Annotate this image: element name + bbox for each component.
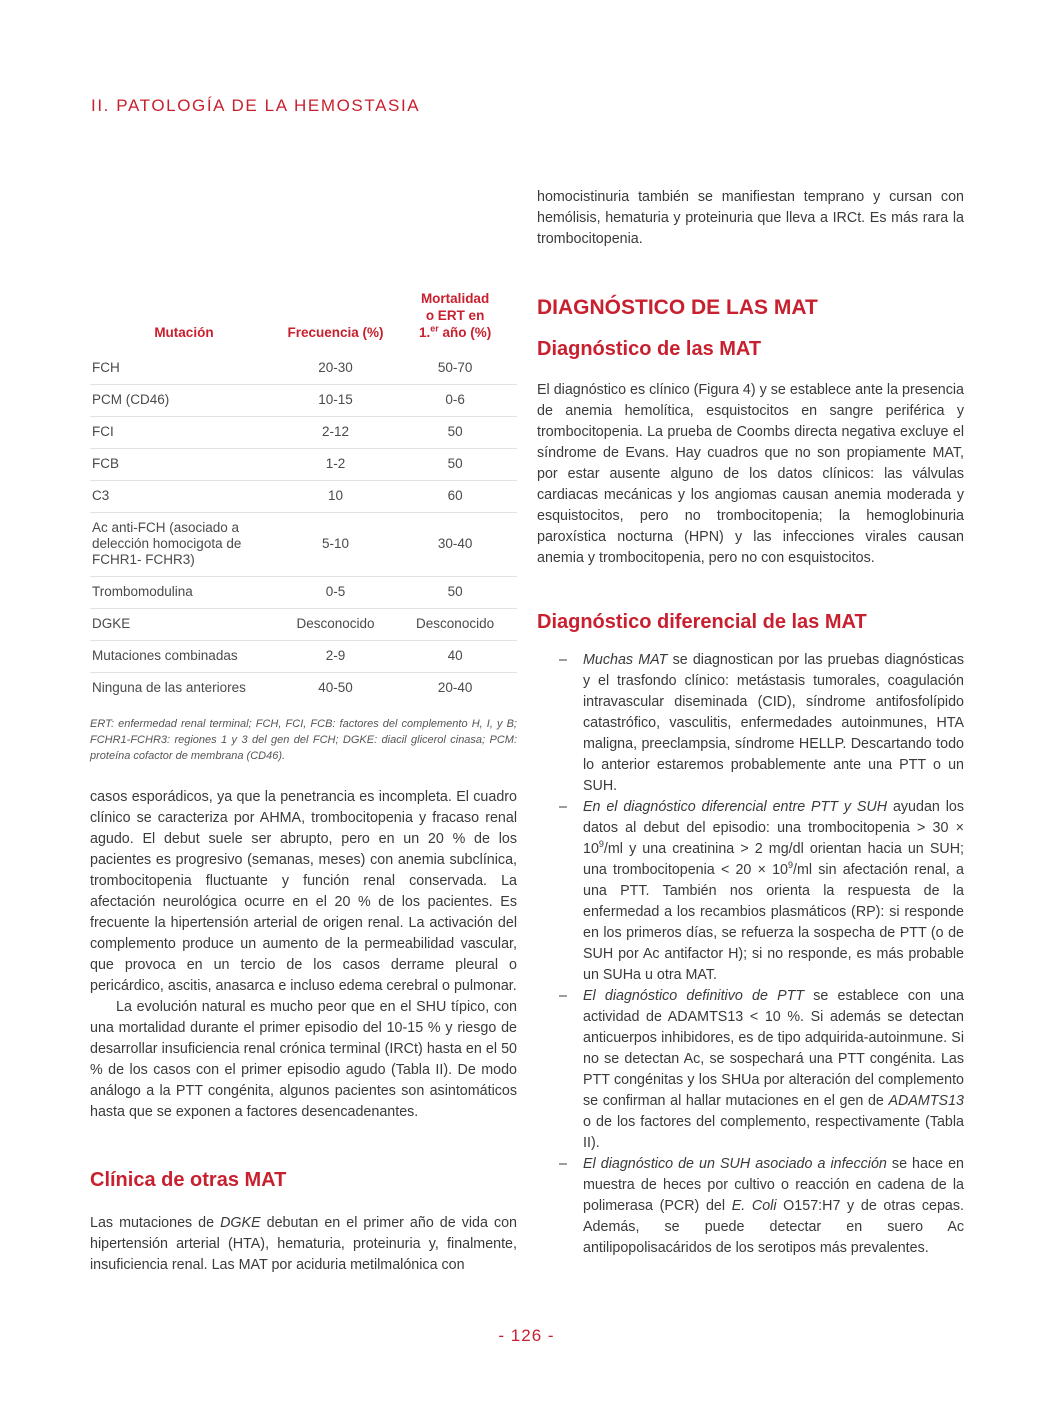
table-row <box>90 641 517 673</box>
cell-frecuencia: 5-10 <box>278 513 393 577</box>
cell-mutacion: Ninguna de las anteriores <box>90 673 278 705</box>
cell-frecuencia: 2-12 <box>278 417 393 449</box>
left-column <box>90 787 517 1276</box>
section-heading: Diagnóstico de las MAT <box>537 338 762 360</box>
list-item: – El diagnóstico definitivo de PTT se establece con una actividad de ADAMTS13 < 10 %. Si además se detectan anticuerpos inhibidores, es de tipo adquirida-autoinmune. Si no se detectan Ac, se sospechará una PTT congénita. Las PTT congénitas y los SHUa por alteración del complemento se confirman al hallar mutaciones en el gen de ADAMTS13 o de los factores del complemento, respectivamente (Tabla II). <box>537 986 964 1154</box>
cell-frecuencia: 10 <box>278 481 393 513</box>
cell-mortalidad: 50 <box>393 577 517 609</box>
cell-mortalidad: Desconocido <box>393 609 517 641</box>
list-item: – El diagnóstico de un SUH asociado a infección se hace en muestra de heces por cultivo o reacción en cadena de la polimerasa (PCR) del E. Coli O157:H7 y de otras cepas. Además, se puede detectar en suero Ac antilipopolisacáridos de los serotipos más prevalentes. <box>537 1154 964 1259</box>
cell-frecuencia: Desconocido <box>278 609 393 641</box>
paragraph: casos esporádicos, ya que la penetrancia es incompleta. El cuadro clínico se caracteriza por AHMA, trombocitopenia y fracaso renal agudo. El debut suele ser abrupto, pero en un 20 % de los pacientes es progresivo (semanas, meses) con anemia subclínica, trombocitopenia fluctuante y función renal conservada. La afectación neurológica ocurre en el 20 % de los pacientes. Es frecuente la hipertensión arterial de origen renal. La activación del complemento produce un aumento de la permeabilidad vascular, que provoca en un tercio de los casos derrame pleural o pericárdico, ascitis, anasarca e incluso edema cerebral o pulmonar. <box>90 789 517 994</box>
table-row <box>90 353 517 385</box>
cell-frecuencia: 20-30 <box>318 360 353 375</box>
table-row <box>90 481 517 513</box>
cell-mutacion: FCI <box>90 417 278 449</box>
cell-mortalidad: 30-40 <box>393 513 517 577</box>
cell-mortalidad: 20-40 <box>393 673 517 705</box>
page-number: - 126 - <box>498 1326 555 1345</box>
table-footnote: ERT: enfermedad renal terminal; FCH, FCI, FCB: factores del complemento H, I, y B; FCHR1-FCHR3: regiones 1 y 3 del gen del FCH; DGKE: diacil glicerol cinasa; PCM: proteína cofactor de membrana (CD46). <box>90 718 517 762</box>
paragraph: El diagnóstico es clínico (Figura 4) y se establece ante la presencia de anemia hemolítica, esquistocitos en sangre periférica y trombocitopenia. La prueba de Coombs directa negativa excluye el síndrome de Evans. Hay cuadros que no son propiamente MAT, por estar ausente alguno de los datos clínicos: las válvulas cardiacas mecánicas y los angiomas causan anemia moderada y esquistocitos, pero no trombocitopenia; la hemoglobinuria paroxística nocturna (HPN) y las infecciones virales causan anemia y trombocitopenia, pero no con esquistocitos. <box>537 382 964 566</box>
cell-mutacion: FCH <box>92 360 120 375</box>
cell-mutacion: Ac anti-FCH (asociado a delección homocigota de FCHR1- FCHR3) <box>90 513 278 577</box>
section-heading: Clínica de otras MAT <box>90 1169 287 1191</box>
list-item: – Muchas MAT se diagnostican por las pruebas diagnósticas y el trasfondo clínico: metástasis tumorales, coagulación intravascular diseminada (CID), síndrome antifosfolípido catastrófico, vasculitis, enfermedades autoinmunes, HTA maligna, preeclampsia, síndrome HELLP. Descartando todo lo anterior estaremos probablemente ante una PTT o un SUH. <box>537 650 964 797</box>
running-head: II. PATOLOGÍA DE LA HEMOSTASIA <box>91 96 421 115</box>
major-heading: DIAGNÓSTICO DE LAS MAT <box>537 296 818 319</box>
cell-frecuencia: 0-5 <box>278 577 393 609</box>
paragraph: Las mutaciones de DGKE debutan en el primer año de vida con hipertensión arterial (HTA), hematuria, proteinuria y, finalmente, insuficiencia renal. Las MAT por aciduria metilmalónica con <box>90 1215 517 1273</box>
cell-mutacion: DGKE <box>90 609 278 641</box>
paragraph: homocistinuria también se manifiestan temprano y cursan con hemólisis, hematuria y proteinuria que lleva a IRCt. Es más rara la trombocitopenia. <box>537 189 964 247</box>
cell-mutacion: PCM (CD46) <box>90 385 278 417</box>
mutation-table <box>90 286 517 764</box>
right-column <box>537 187 964 1259</box>
table-row <box>90 449 517 481</box>
header-mutacion: Mutación <box>154 325 214 340</box>
table-row <box>90 513 517 577</box>
diagnosis-list <box>537 650 964 1259</box>
paragraph: La evolución natural es mucho peor que en el SHU típico, con una mortalidad durante el primer episodio del 10-15 % y riesgo de desarrollar insuficiencia renal crónica terminal (IRCt) hasta en el 50 % de los casos con el primer episodio agudo (Tabla II). De modo análogo a la PTT congénita, algunos pacientes son asintomáticos hasta que se exponen a factores desencadenantes. <box>90 999 517 1120</box>
cell-mutacion: Trombomodulina <box>90 577 278 609</box>
cell-frecuencia: 1-2 <box>278 449 393 481</box>
header-mortalidad: Mortalidad o ERT en 1.$^{er}$ año (%) <box>418 291 492 340</box>
cell-frecuencia: 2-9 <box>278 641 393 673</box>
section-heading: Diagnóstico diferencial de las MAT <box>537 611 867 633</box>
list-item: – En el diagnóstico diferencial entre PTT y SUH ayudan los datos al debut del episodio: una trombocitopenia > $30 \times 10^9/ml$ y una creatinina > 2 mg/dl orientan hacia un SUH; una trombocitopenia < $20 \times 10^9/ml$ sin afectación renal, a una PTT. También nos orienta la respuesta de la enfermedad a los recambios plasmáticos (RP): si responde en los primeros días, se refuerza la sospecha de PTT (o de SUH por Ac antifactor H); si no responde, es más probable un SUHa u otra MAT. <box>537 797 964 986</box>
cell-mortalidad: 60 <box>393 481 517 513</box>
table-header-row <box>90 286 517 353</box>
table-row <box>90 609 517 641</box>
cell-frecuencia: 40-50 <box>278 673 393 705</box>
table-row <box>90 673 517 705</box>
cell-mutacion: Mutaciones combinadas <box>90 641 278 673</box>
cell-mortalidad: 0-6 <box>393 385 517 417</box>
cell-mortalidad: 50 <box>393 417 517 449</box>
cell-mortalidad: 50 <box>393 449 517 481</box>
cell-frecuencia: 10-15 <box>278 385 393 417</box>
table-row <box>90 577 517 609</box>
header-frecuencia: Frecuencia (%) <box>287 325 384 340</box>
cell-mortalidad: 40 <box>393 641 517 673</box>
table-row <box>90 417 517 449</box>
cell-mutacion: FCB <box>90 449 278 481</box>
cell-mortalidad: 50-70 <box>437 360 473 375</box>
table-row <box>90 385 517 417</box>
cell-mutacion: C3 <box>90 481 278 513</box>
